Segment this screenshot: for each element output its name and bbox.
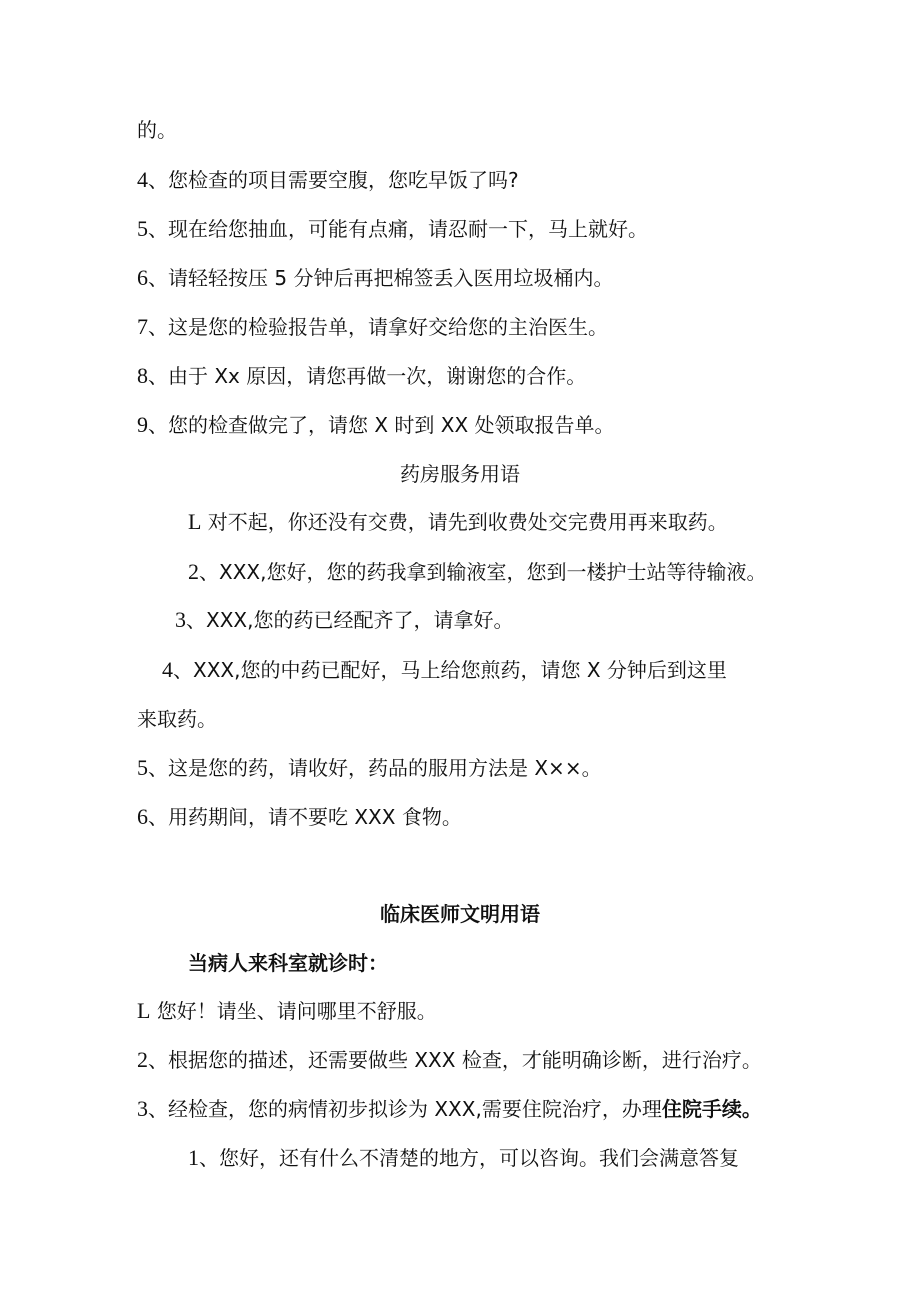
text-line (137, 313, 608, 341)
line-text: 、由于 Xx 原因，请您再做一次，谢谢您的合作。 (148, 364, 587, 388)
line-number: 3 (137, 1096, 148, 1121)
line-text: 、XXX,您的中药已配好，马上给您煎药，请您 X 分钟后到这里 (173, 658, 727, 682)
line-text: 、XXX,您的药已经配齐了，请拿好。 (186, 608, 514, 632)
line-text: 、经检查，您的病情初步拟诊为 XXX,需要住院治疗，办理 (148, 1097, 662, 1121)
line-number: 8 (137, 363, 148, 388)
line-number: 5 (137, 755, 148, 780)
line-number: 5 (137, 216, 148, 241)
text-line (188, 1144, 739, 1172)
line-text: 、这是您的药，请收好，药品的服用方法是 X××。 (148, 756, 602, 780)
line-text: 、这是您的检验报告单，请拿好交给您的主治医生。 (148, 315, 608, 339)
text-line (137, 997, 437, 1025)
text-line (175, 606, 513, 634)
line-number: 2 (137, 1047, 148, 1072)
line-number: 4 (162, 657, 173, 682)
text-line (137, 411, 615, 439)
line-text-bold: 住院手续。 (661, 1097, 762, 1121)
line-number: 3 (175, 607, 186, 632)
text-line (137, 803, 462, 831)
line-text: 、XXX,您好，您的药我拿到输液室，您到一楼护士站等待输液。 (199, 560, 767, 584)
line-number: 2 (188, 559, 199, 584)
text-line (137, 705, 217, 733)
line-number: L (188, 509, 202, 534)
line-number: 7 (137, 314, 148, 339)
line-text: 对不起，你还没有交费，请先到收费处交完费用再来取药。 (201, 510, 728, 534)
line-text: 、用药期间，请不要吃 XXX 食物。 (148, 805, 462, 829)
line-number: L (137, 998, 151, 1023)
line-text: 、请轻轻按压 5 分钟后再把棉签丢入医用垃圾桶内。 (148, 266, 614, 290)
text-line (162, 656, 727, 684)
text-line (188, 558, 766, 586)
text-line (137, 754, 602, 782)
text-line (137, 264, 613, 292)
line-text: 、您的检查做完了，请您 X 时到 XX 处领取报告单。 (148, 413, 615, 437)
line-text: 来取药。 (137, 707, 217, 731)
section-title-clinical: 临床医师文明用语 (380, 902, 540, 926)
line-text: 的。 (137, 118, 177, 142)
text-line (137, 215, 648, 243)
line-number: 9 (137, 412, 148, 437)
text-line (137, 116, 177, 144)
section-title-pharmacy: 药房服务用语 (400, 462, 520, 486)
section-subtitle: 当病人来科室就诊时： (188, 951, 388, 975)
line-text: 、您好，还有什么不清楚的地方，可以咨询。我们会满意答复 (199, 1146, 739, 1170)
line-text: 您好！请坐、请问哪里不舒服。 (150, 999, 437, 1023)
line-text: 、根据您的描述，还需要做些 XXX 检查，才能明确诊断，进行治疗。 (148, 1048, 762, 1072)
line-number: 6 (137, 265, 148, 290)
text-line (137, 1095, 762, 1123)
line-number: 1 (188, 1145, 199, 1170)
text-line (188, 508, 728, 536)
text-line (137, 1046, 762, 1074)
text-line (137, 166, 519, 194)
line-number: 4 (137, 167, 148, 192)
line-text: 、现在给您抽血，可能有点痛，请忍耐一下，马上就好。 (148, 217, 648, 241)
line-text: 、您检查的项目需要空腹，您吃早饭了吗? (148, 168, 519, 192)
line-number: 6 (137, 804, 148, 829)
text-line (137, 362, 586, 390)
